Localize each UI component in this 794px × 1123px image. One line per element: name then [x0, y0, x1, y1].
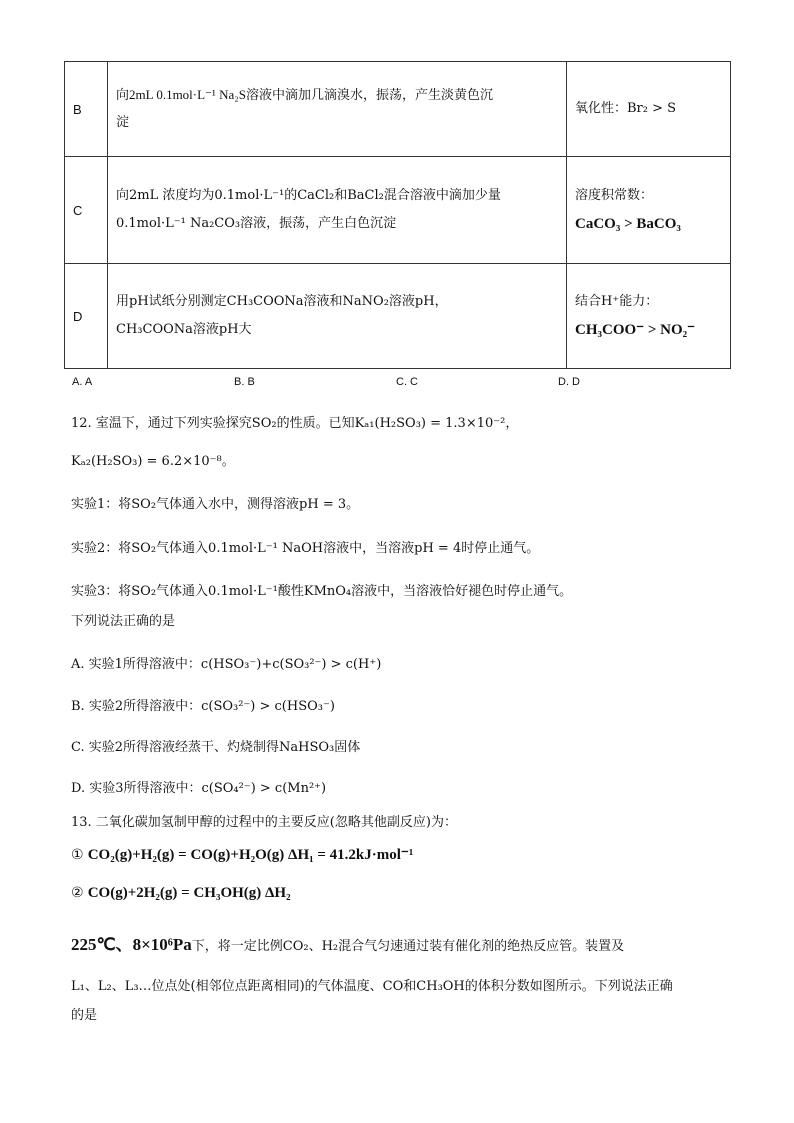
row-label: C	[65, 157, 108, 264]
conclusion-cell	[567, 264, 731, 369]
procedure-line: 向2mL 浓度均为0.1mol·L⁻¹的CaCl₂和BaCl₂混合溶液中滴加少量	[116, 188, 501, 203]
procedure-line: 0.1mol·L⁻¹ Na₂CO₃溶液，振荡，产生白色沉淀	[116, 216, 397, 231]
table-row	[65, 264, 731, 369]
q11-options	[72, 376, 752, 388]
conditions: 225℃、8×10⁶Pa	[71, 935, 192, 954]
table-row	[65, 157, 731, 264]
option-c: C. C	[396, 376, 418, 388]
q12-option-b: B. 实验2所得溶液中：c(SO₃²⁻) > c(HSO₃⁻)	[71, 699, 335, 714]
q12-experiment-2: 实验2：将SO₂气体通入0.1mol·L⁻¹ NaOH溶液中，当溶液pH = 4时停止通气。	[71, 541, 540, 556]
reaction-1-equation: CO₂(g)+H₂(g) = CO(g)+H₂O(g) ΔH₁ = 41.2kJ·mol⁻¹	[87, 847, 414, 863]
option-a: A. A	[72, 376, 93, 388]
q12-experiment-3: 实验3：将SO₂气体通入0.1mol·L⁻¹酸性KMnO₄溶液中，当溶液恰好褪色时停止通气。	[71, 584, 573, 599]
option-d: D. D	[558, 376, 580, 388]
q12-experiment-1: 实验1：将SO₂气体通入水中，测得溶液pH = 3。	[71, 497, 360, 512]
conclusion-line: CaCO₃ > BaCO₃	[575, 216, 681, 232]
conclusion-cell	[567, 62, 731, 157]
q13-text-line-1	[71, 930, 754, 955]
q13-text-line-3: 的是	[71, 1008, 98, 1023]
row-label: B	[65, 62, 108, 157]
conclusion-line: 氧化性：Br₂ > S	[575, 101, 677, 116]
procedure-cell	[108, 157, 567, 264]
q12-intro-line-2: Kₐ₂(H₂SO₃) = 6.2×10⁻⁸。	[71, 454, 235, 469]
option-b: B. B	[234, 376, 255, 388]
q13-intro: 13. 二氧化碳加氢制甲醇的过程中的主要反应(忽略其他副反应)为：	[71, 815, 457, 830]
q13-text-line-2: L₁、L₂、L₃…位点处(相邻位点距离相同)的气体温度、CO和CH₃OH的体积分数如图所示。下列说法正确	[71, 979, 673, 994]
conclusion-line: CH₃COO⁻ > NO₂⁻	[575, 322, 696, 338]
conclusion-line: 溶度积常数：	[575, 188, 654, 203]
q12-option-c: C. 实验2所得溶液经蒸干、灼烧制得NaHSO₃固体	[71, 740, 361, 755]
procedure-line: CH₃COONa溶液pH大	[116, 322, 252, 337]
procedure-line: 用pH试纸分别测定CH₃COONa溶液和NaNO₂溶液pH，	[116, 294, 448, 309]
q12-option-a: A. 实验1所得溶液中：c(HSO₃⁻)+c(SO₃²⁻) > c(H⁺)	[71, 657, 382, 672]
procedure-cell	[108, 62, 567, 157]
q12-option-d: D. 实验3所得溶液中：c(SO₄²⁻) > c(Mn²⁺)	[71, 781, 327, 796]
procedure-cell	[108, 264, 567, 369]
procedure-line: 向2mL 0.1mol·L⁻¹ Na₂S溶液中滴加几滴溴水，振荡，产生淡黄色沉	[116, 87, 493, 102]
q13-reaction-1	[71, 845, 754, 864]
conclusion-line: 结合H⁺能力：	[575, 294, 659, 309]
reaction-1-mark: ①	[71, 847, 84, 863]
table-row	[65, 62, 731, 157]
q13-text-line-1-rest: 下，将一定比例CO₂、H₂混合气匀速通过装有催化剂的绝热反应管。装置及	[191, 939, 625, 954]
reaction-2-equation: CO(g)+2H₂(g) = CH₃OH(g) ΔH₂	[87, 885, 291, 901]
reaction-2-mark: ②	[71, 885, 84, 901]
conclusion-cell	[567, 157, 731, 264]
q13-reaction-2	[71, 885, 754, 902]
procedure-line: 淀	[116, 115, 130, 130]
q12-intro-line-1: 12. 室温下，通过下列实验探究SO₂的性质。已知Kₐ₁(H₂SO₃) = 1.3×10⁻²，	[71, 416, 519, 431]
experiment-table	[64, 61, 731, 369]
row-label: D	[65, 264, 108, 369]
q12-stem: 下列说法正确的是	[71, 614, 176, 629]
